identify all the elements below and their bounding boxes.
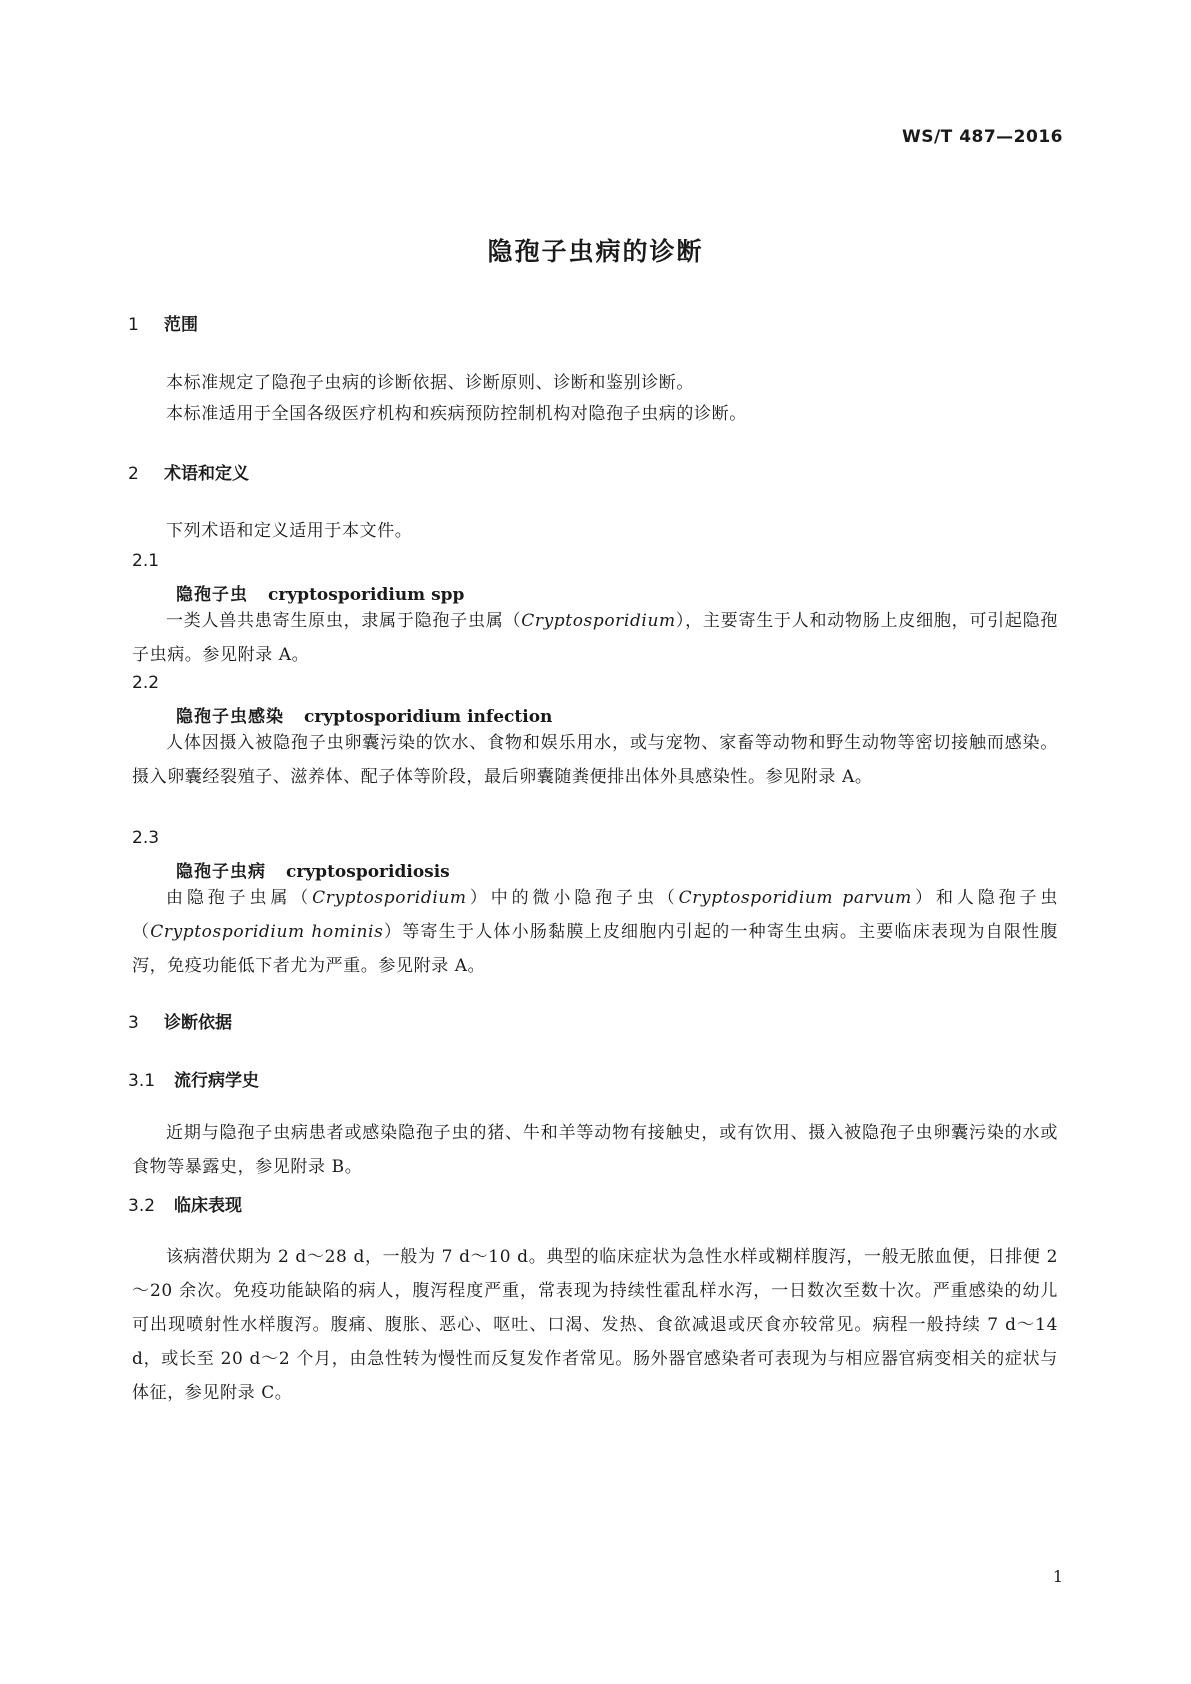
term-number-2-1: 2.1: [132, 551, 160, 571]
term-2-1-definition: [132, 604, 1058, 672]
term-en: cryptosporidium infection: [304, 707, 553, 727]
term-2-3-definition: [132, 881, 1058, 983]
term-en: cryptosporidiosis: [286, 862, 450, 882]
definition-text: 由隐孢子虫属（: [166, 888, 313, 908]
section-2-intro: 下列术语和定义适用于本文件。: [166, 521, 413, 541]
genus-name: Cryptosporidium: [312, 888, 467, 908]
term-number-2-2: 2.2: [132, 673, 160, 693]
section-1-heading: [128, 310, 198, 335]
section-title: 流行病学史: [174, 1071, 259, 1091]
species-name: Cryptosporidium hominis: [150, 922, 384, 942]
section-title: 术语和定义: [164, 464, 249, 484]
species-name: Cryptosporidium parvum: [678, 888, 912, 908]
section-number: 2: [128, 464, 139, 484]
section-title: 诊断依据: [164, 1013, 232, 1033]
section-2-heading: [128, 459, 249, 484]
term-cn: 隐孢子虫感染: [176, 707, 284, 727]
definition-text: ）和人隐孢子虫（: [132, 888, 1058, 942]
term-en: cryptosporidium spp: [268, 585, 465, 605]
section-title: 临床表现: [174, 1196, 242, 1216]
page-number: 1: [1052, 1567, 1063, 1586]
section-number: 1: [128, 315, 139, 335]
section-3-2-heading: [128, 1191, 242, 1216]
standard-code: WS/T 487—2016: [901, 127, 1063, 147]
document-title: 隐孢子虫病的诊断: [487, 237, 704, 266]
section-3-heading: [128, 1008, 232, 1033]
term-cn: 隐孢子虫病: [176, 862, 266, 882]
section-number: 3.1: [128, 1071, 156, 1091]
term-2-2: [176, 702, 552, 727]
section-number: 3: [128, 1013, 139, 1033]
definition-text: ），主要寄生于人和动物肠上皮细胞，可引起隐孢子虫病。参见附录 A。: [132, 611, 1059, 665]
section-title: 范围: [164, 315, 198, 335]
section-1-paragraph-2: 本标准适用于全国各级医疗机构和疾病预防控制机构对隐孢子虫病的诊断。: [166, 404, 747, 424]
section-3-1-heading: [128, 1066, 259, 1091]
section-1-paragraph-1: 本标准规定了隐孢子虫病的诊断依据、诊断原则、诊断和鉴别诊断。: [166, 373, 694, 393]
term-2-3: [176, 857, 450, 882]
genus-name: Cryptosporidium: [521, 611, 676, 631]
section-3-2-paragraph: 该病潜伏期为 2 d～28 d，一般为 7 d～10 d。典型的临床症状为急性水样或糊样腹泻，一般无脓血便，日排便 2～20 余次。免疫功能缺陷的病人，腹泻程度严重，常表现为持续性霍乱样水泻，一日数次至数十次。严重感染的幼儿可出现喷射性水样腹泻。腹痛、腹胀、恶心、呕吐、口渴、发热、食欲减退或厌食亦较常见。病程一般持续 7 d～14 d，或长至 20 d～2 个月，由急性转为慢性而反复发作者常见。肠外器官感染者可表现为与相应器官病变相关的症状与体征，参见附录 C。: [132, 1247, 1058, 1403]
definition-text: ）中的微小隐孢子虫（: [466, 888, 679, 908]
section-number: 3.2: [128, 1196, 156, 1216]
definition-text: ）等寄生于人体小肠黏膜上皮细胞内引起的一种寄生虫病。主要临床表现为自限性腹泻，免疫功能低下者尤为严重。参见附录 A。: [132, 922, 1058, 976]
definition-text: 一类人兽共患寄生原虫，隶属于隐孢子虫属（: [166, 611, 522, 631]
term-number-2-3: 2.3: [132, 828, 160, 848]
term-cn: 隐孢子虫: [176, 585, 248, 605]
term-2-2-definition: 人体因摄入被隐孢子虫卵囊污染的饮水、食物和娱乐用水，或与宠物、家畜等动物和野生动物等密切接触而感染。摄入卵囊经裂殖子、滋养体、配子体等阶段，最后卵囊随粪便排出体外具感染性。参见附录 A。: [132, 733, 1058, 787]
term-2-1: [176, 580, 464, 605]
section-3-1-paragraph: 近期与隐孢子虫病患者或感染隐孢子虫的猪、牛和羊等动物有接触史，或有饮用、摄入被隐孢子虫卵囊污染的水或食物等暴露史，参见附录 B。: [132, 1123, 1058, 1177]
